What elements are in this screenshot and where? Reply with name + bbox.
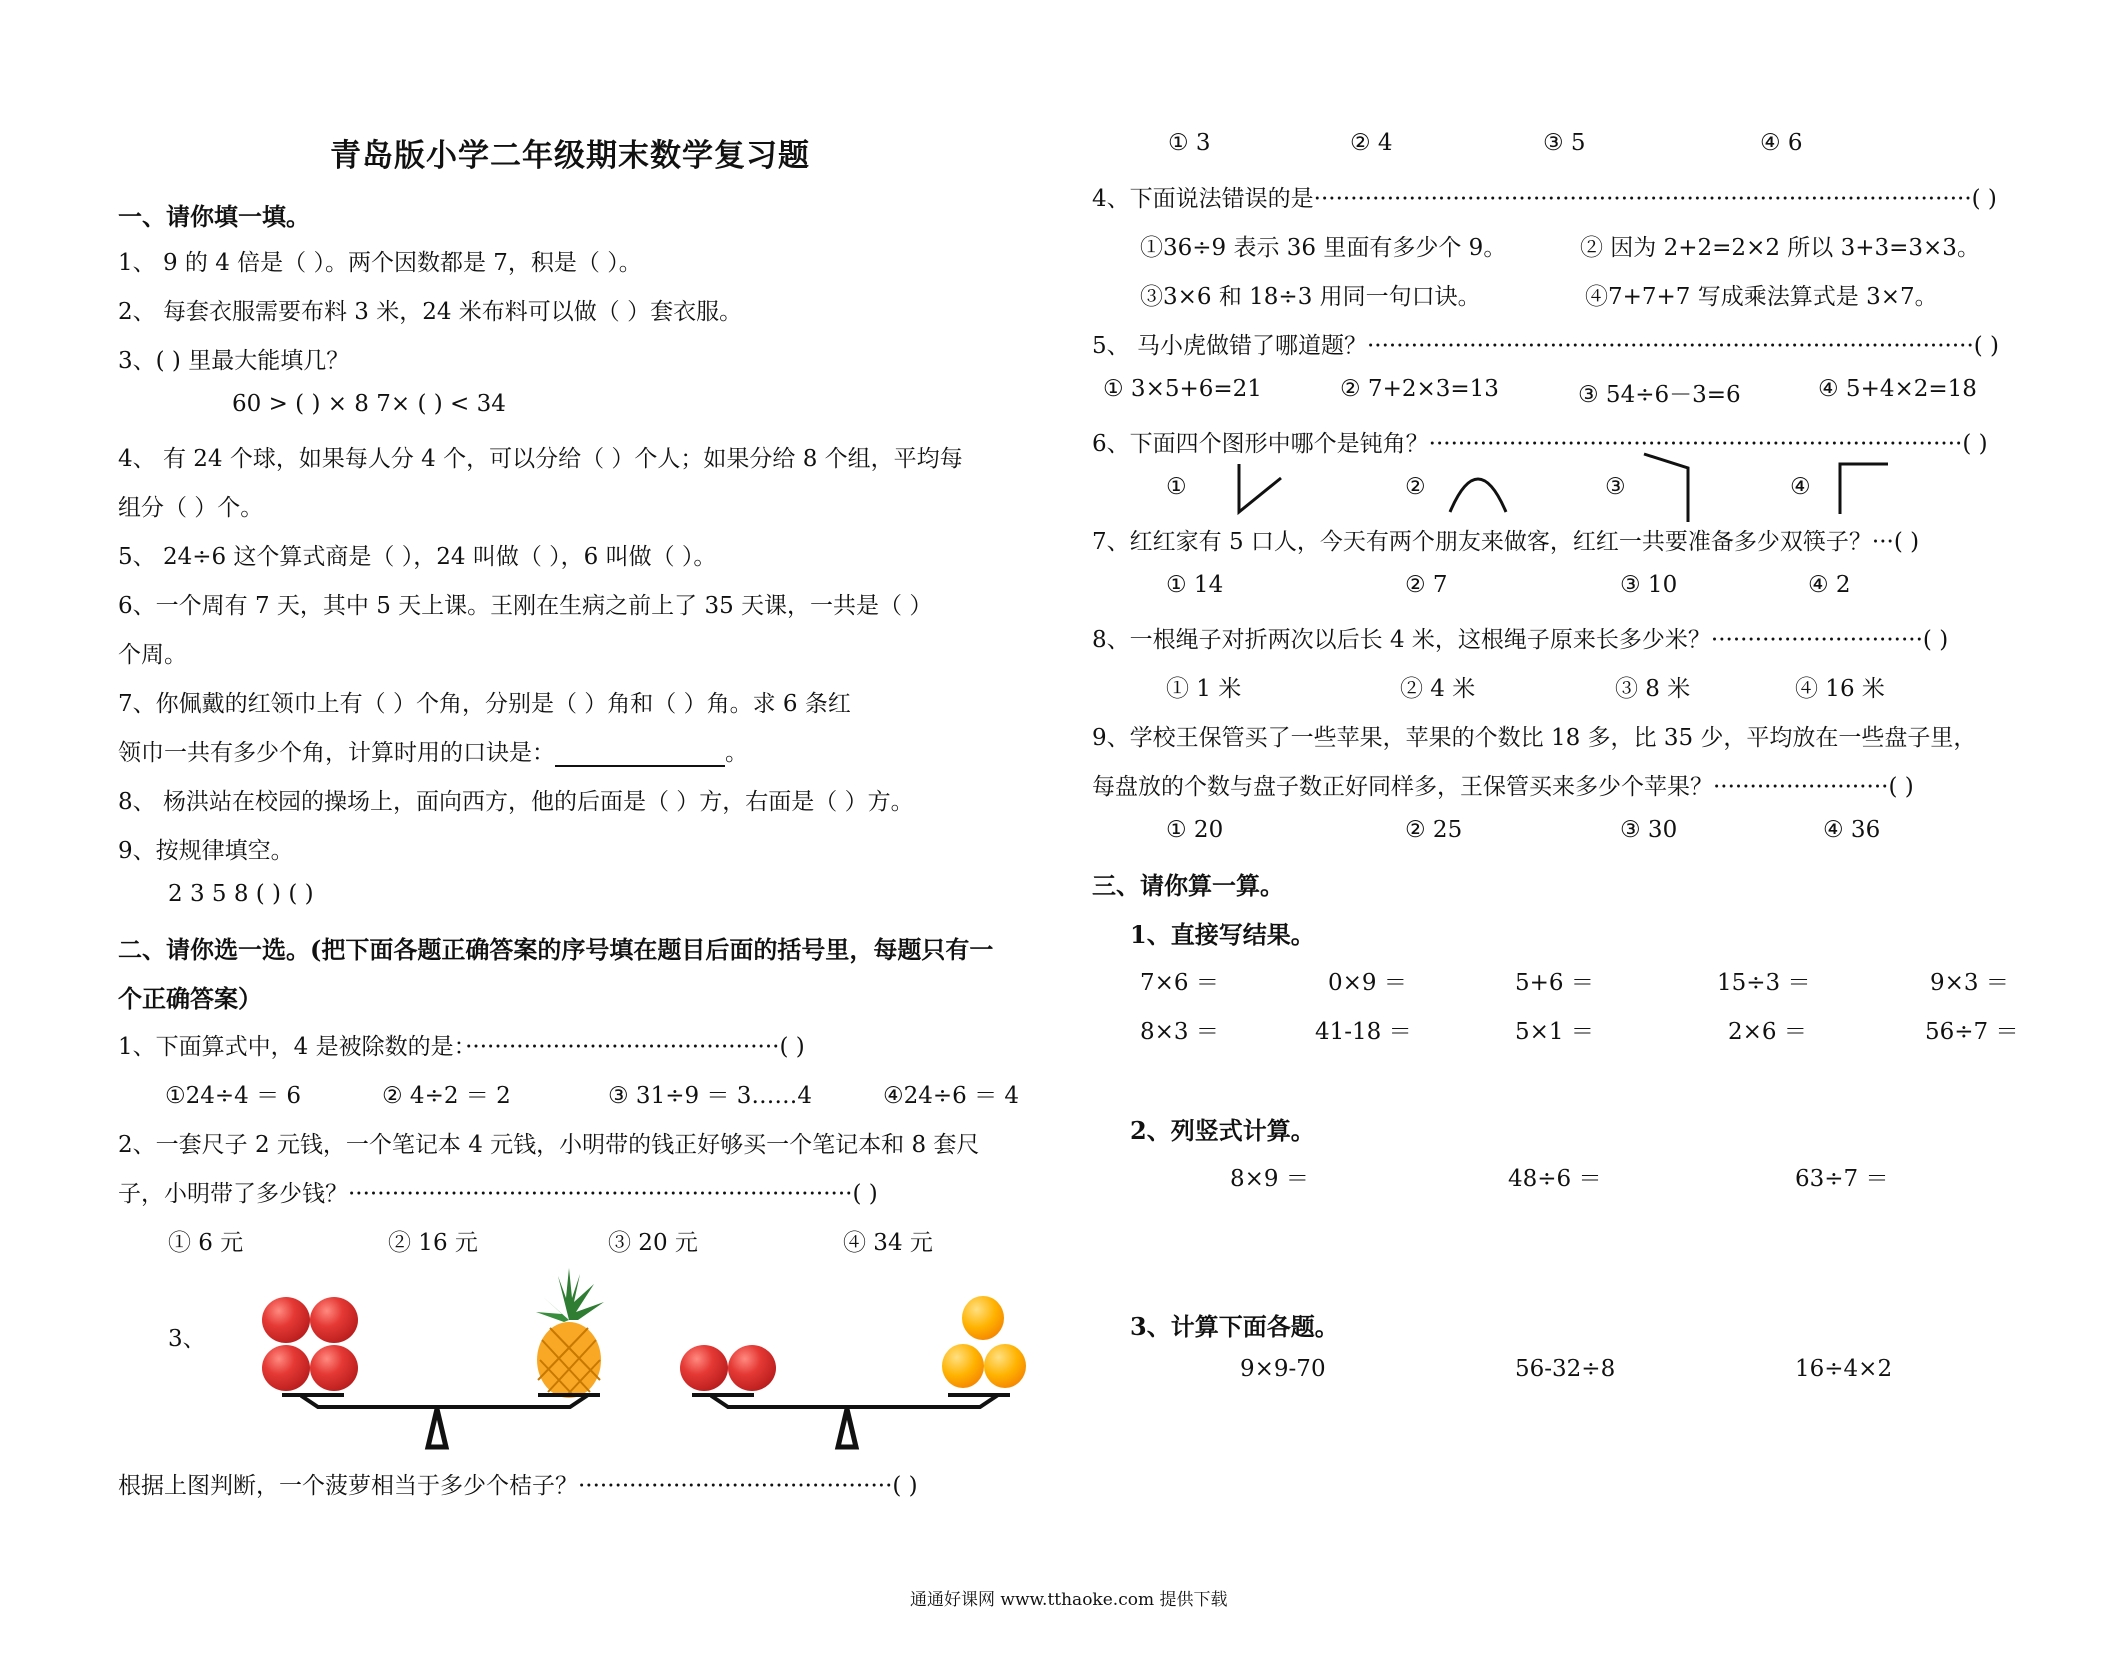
s2-q2-opt-1: ① 6 元: [168, 1230, 244, 1256]
s1-q5: 5、 24÷6 这个算式商是（ ），24 叫做（ ），6 叫做（ ）。: [118, 544, 717, 570]
s2-q3: 根据上图判断，一个菠萝相当于多少个桔子？···········································( ): [118, 1473, 918, 1499]
angle-figure-3: [1640, 450, 1700, 525]
r-q9-cont: 每盘放的个数与盘子数正好同样多，王保管买来多少个苹果？························( ): [1092, 774, 1914, 800]
section-3-heading: 三、请你算一算。: [1092, 871, 1284, 900]
r-q4-opt-3: ③3×6 和 18÷3 用同一句口诀。: [1140, 284, 1481, 310]
r-q8-opt-3: ③ 8 米: [1615, 676, 1691, 702]
r-q8-opt-4: ④ 16 米: [1795, 676, 1885, 702]
r-q4-opt-2: ② 因为 2+2=2×2 所以 3+3=3×3。: [1580, 235, 1980, 261]
s3-part-3-heading: 3、计算下面各题。: [1130, 1312, 1339, 1341]
vert-calc-2: 48÷6 ＝: [1508, 1166, 1602, 1192]
apple-icon: [262, 1297, 310, 1343]
page-title: 青岛版小学二年级期末数学复习题: [330, 138, 810, 174]
r-q7: 7、红红家有 5 口人，今天有两个朋友来做客，红红一共要准备多少双筷子？···( ): [1092, 529, 1920, 555]
apple-icon: [680, 1345, 728, 1391]
r-q4: 4、下面说法错误的是··························································································( ): [1092, 186, 1997, 212]
calc-r2-c4: 2×6 ＝: [1728, 1019, 1807, 1045]
balance-beam: [710, 1393, 1000, 1453]
r-q3-opt-2: ② 4: [1350, 130, 1393, 156]
calc-r2-c1: 8×3 ＝: [1140, 1019, 1219, 1045]
orange-icon: [942, 1344, 984, 1388]
r-q5: 5、 马小虎做错了哪道题？···················································································( ): [1092, 333, 2000, 359]
angle-figure-4: [1836, 460, 1892, 518]
vert-calc-3: 63÷7 ＝: [1795, 1166, 1889, 1192]
s1-q6: 6、一个周有 7 天，其中 5 天上课。王刚在生病之前上了 35 天课，一共是（ ）: [118, 593, 933, 619]
r-q7-opt-4: ④ 2: [1808, 572, 1851, 598]
r-q7-opt-1: ① 14: [1166, 572, 1224, 598]
s1-q2: 2、 每套衣服需要布料 3 米，24 米布料可以做（ ）套衣服。: [118, 299, 743, 325]
r-q5-opt-3: ③ 54÷6－3=6: [1578, 382, 1741, 408]
r-q9-opt-3: ③ 30: [1620, 817, 1678, 843]
r-q7-opt-3: ③ 10: [1620, 572, 1678, 598]
mixed-calc-2: 56-32÷8: [1515, 1356, 1616, 1382]
s1-q7: 7、你佩戴的红领巾上有（ ）个角，分别是（ ）角和（ ）角。求 6 条红: [118, 691, 851, 717]
s2-q1-opt-4: ④24÷6 ＝ 4: [883, 1083, 1020, 1109]
r-q6: 6、下面四个图形中哪个是钝角？·········································································( ): [1092, 431, 1988, 457]
orange-icon: [962, 1296, 1004, 1340]
orange-icon: [984, 1344, 1026, 1388]
r-q5-opt-4: ④ 5+4×2=18: [1818, 376, 1977, 402]
apple-icon: [310, 1345, 358, 1391]
balance-beam: [300, 1393, 590, 1453]
calc-r1-c4: 15÷3 ＝: [1717, 970, 1811, 996]
s1-q1: 1、 9 的 4 倍是（ ）。两个因数都是 7，积是（ ）。: [118, 250, 642, 276]
s1-q9: 9、按规律填空。: [118, 838, 294, 864]
answer-line: [555, 743, 725, 767]
s1-q7-cont-text: 领巾一共有多少个角，计算时用的口诀是：: [118, 740, 555, 766]
r-q6-label-4: ④: [1790, 474, 1811, 500]
s2-q1-opt-1: ①24÷4 ＝ 6: [165, 1083, 302, 1109]
s2-q3-label: 3、: [168, 1326, 206, 1352]
r-q9-opt-4: ④ 36: [1823, 817, 1881, 843]
s2-q2: 2、一套尺子 2 元钱，一个笔记本 4 元钱，小明带的钱正好够买一个笔记本和 8 套尺: [118, 1132, 980, 1158]
r-q7-opt-2: ② 7: [1405, 572, 1448, 598]
s1-q7-cont: 领巾一共有多少个角，计算时用的口诀是： 。: [118, 740, 748, 766]
r-q3-opt-4: ④ 6: [1760, 130, 1803, 156]
r-q6-label-2: ②: [1405, 474, 1426, 500]
r-q5-opt-2: ② 7+2×3=13: [1340, 376, 1499, 402]
s2-q1: 1、下面算式中，4 是被除数的是：···········································( ): [118, 1034, 805, 1060]
s2-q2-cont: 子，小明带了多少钱？·····································································( ): [118, 1181, 878, 1207]
mixed-calc-1: 9×9-70: [1240, 1356, 1326, 1382]
s1-q6-cont: 个周。: [118, 642, 187, 668]
r-q9: 9、学校王保管买了一些苹果，苹果的个数比 18 多，比 35 少，平均放在一些盘子里，: [1092, 725, 1977, 751]
r-q4-opt-4: ④7+7+7 写成乘法算式是 3×7。: [1585, 284, 1938, 310]
mixed-calc-3: 16÷4×2: [1795, 1356, 1893, 1382]
s2-q1-opt-2: ② 4÷2 ＝ 2: [382, 1083, 511, 1109]
calc-r2-c3: 5×1 ＝: [1515, 1019, 1594, 1045]
r-q8-opt-1: ① 1 米: [1166, 676, 1242, 702]
s2-q2-opt-2: ② 16 元: [388, 1230, 478, 1256]
s1-q3: 3、( ) 里最大能填几？: [118, 348, 350, 374]
r-q5-opt-1: ① 3×5+6=21: [1103, 376, 1262, 402]
s1-q8: 8、 杨洪站在校园的操场上，面向西方，他的后面是（ ）方，右面是（ ）方。: [118, 789, 914, 815]
footer-credit: 通通好课网 www.tthaoke.com 提供下载: [910, 1590, 1228, 1610]
r-q8-opt-2: ② 4 米: [1400, 676, 1476, 702]
calc-r2-c5: 56÷7 ＝: [1925, 1019, 2019, 1045]
r-q9-opt-1: ① 20: [1166, 817, 1224, 843]
s3-part-1-heading: 1、直接写结果。: [1130, 920, 1315, 949]
s1-q3-expr: 60 > ( ) × 8 7× ( ) < 34: [232, 391, 506, 417]
pineapple-icon: [528, 1268, 610, 1398]
r-q9-opt-2: ② 25: [1405, 817, 1463, 843]
r-q6-label-1: ①: [1166, 474, 1187, 500]
s1-q4: 4、 有 24 个球，如果每人分 4 个，可以分给（ ）个人；如果分给 8 个组，平均每: [118, 446, 963, 472]
calc-r1-c1: 7×6 ＝: [1140, 970, 1219, 996]
calc-r1-c2: 0×9 ＝: [1328, 970, 1407, 996]
calc-r2-c2: 41-18 ＝: [1315, 1019, 1412, 1045]
section-2-heading-cont: 个正确答案）: [118, 984, 262, 1013]
apple-icon: [310, 1297, 358, 1343]
s1-q9-seq: 2 3 5 8 ( ) ( ): [168, 881, 314, 907]
r-q4-opt-1: ①36÷9 表示 36 里面有多少个 9。: [1140, 235, 1507, 261]
section-2-heading: 二、请你选一选。(把下面各题正确答案的序号填在题目后面的括号里，每题只有一: [118, 935, 994, 964]
r-q3-opt-1: ① 3: [1168, 130, 1211, 156]
calc-r1-c3: 5+6 ＝: [1515, 970, 1594, 996]
section-1-heading: 一、请你填一填。: [118, 202, 310, 231]
s2-q1-opt-3: ③ 31÷9 ＝ 3……4: [608, 1083, 812, 1109]
s3-part-2-heading: 2、列竖式计算。: [1130, 1116, 1315, 1145]
apple-icon: [728, 1345, 776, 1391]
angle-figure-2: [1444, 460, 1514, 520]
r-q8: 8、一根绳子对折两次以后长 4 米，这根绳子原来长多少米？·····························( ): [1092, 627, 1949, 653]
calc-r1-c5: 9×3 ＝: [1930, 970, 2009, 996]
r-q3-opt-3: ③ 5: [1543, 130, 1586, 156]
s1-q4-cont: 组分（ ）个。: [118, 495, 264, 521]
r-q6-label-3: ③: [1605, 474, 1626, 500]
apple-icon: [262, 1345, 310, 1391]
s2-q2-opt-3: ③ 20 元: [608, 1230, 698, 1256]
s2-q2-opt-4: ④ 34 元: [843, 1230, 933, 1256]
angle-figure-1: [1235, 460, 1295, 520]
vert-calc-1: 8×9 ＝: [1230, 1166, 1309, 1192]
